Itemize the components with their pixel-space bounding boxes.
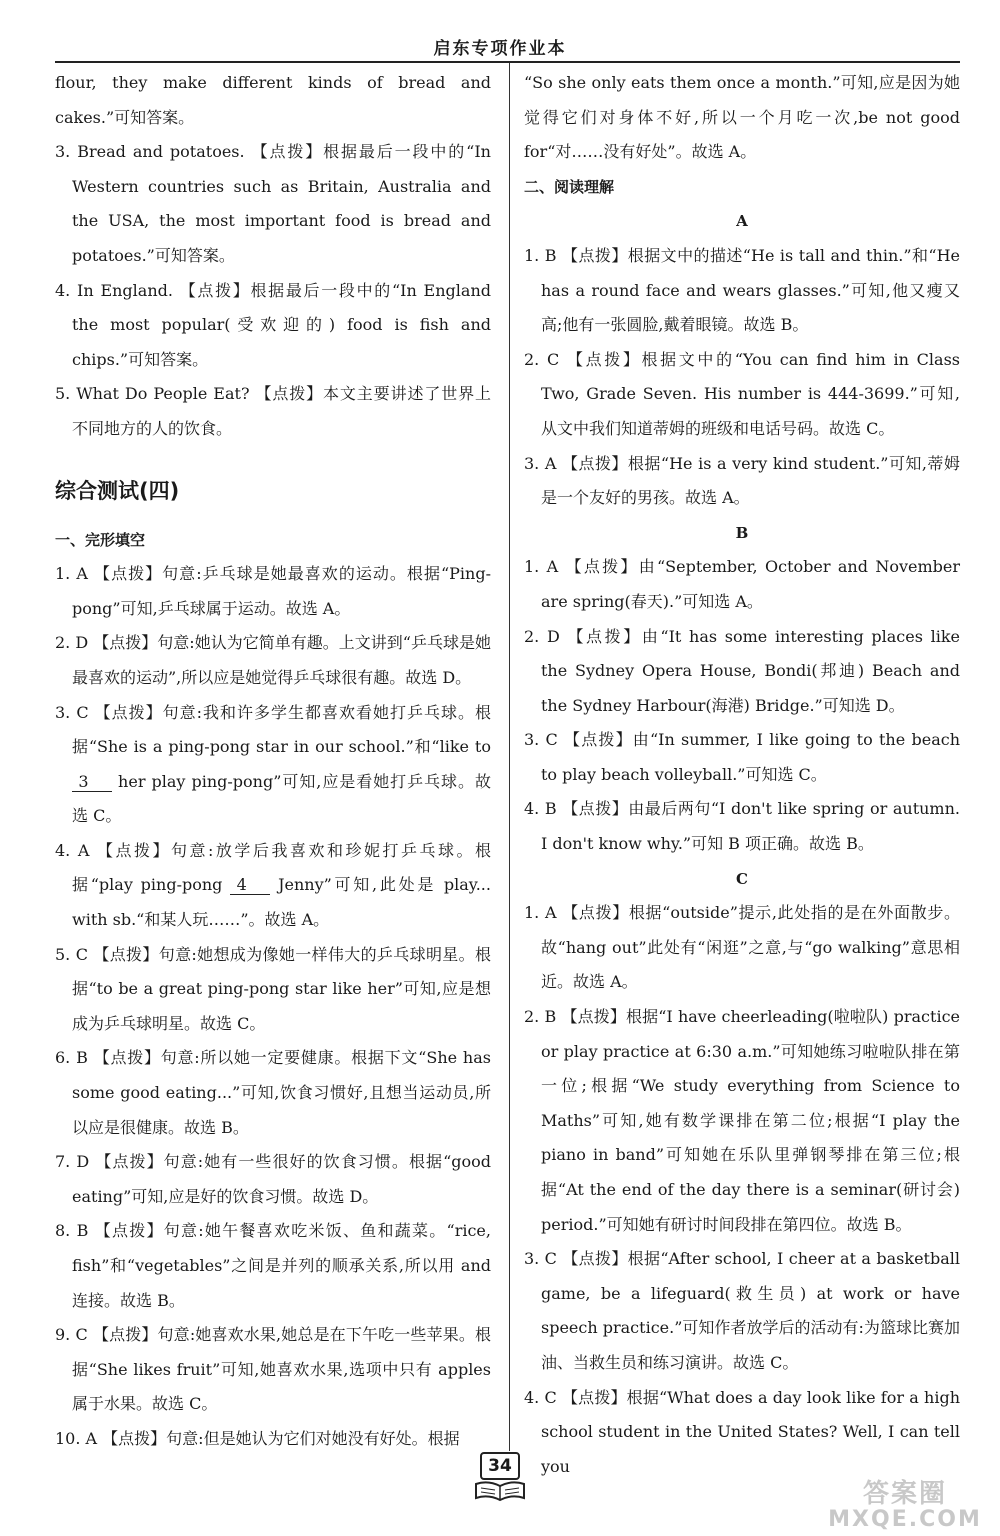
cloze-6: 6. B 【点拨】句意:所以她一定要健康。根据下文“She has some good eating...”可知,饮食习惯好,且想当运动员,所以应是很健康。故选 B。 bbox=[55, 1048, 491, 1137]
page-header-title: 启东专项作业本 bbox=[433, 39, 567, 59]
cloze-4-blank: 4 bbox=[230, 876, 270, 895]
column-divider bbox=[509, 63, 510, 1451]
reading-c-3: 3. C 【点拨】根据“After school, I cheer at a basketball game, be a lifeguard(救生员) at work or have speech practice.”可知作者放学后的活动有:为篮球比赛加油、当救生员和练习演讲。故选 C。 bbox=[524, 1249, 960, 1372]
answer-3: 3. Bread and potatoes. 【点拨】根据最后一段中的“In Western countries such as Britain, Australia and the USA, the most important food is bread and potatoes.”可知答案。 bbox=[55, 142, 491, 265]
header-rule bbox=[55, 61, 960, 63]
passage-a-label: A bbox=[736, 212, 748, 231]
reading-c-1: 1. A 【点拨】根据“outside”提示,此处指的是在外面散步。故“hang out”此处有“闲逛”之意,与“go walking”意思相近。故选 A。 bbox=[524, 903, 960, 992]
reading-a-2: 2. C 【点拨】根据文中的“You can find him in Class Two, Grade Seven. His number is 444-3699.”可知,从文中我们知道蒂姆的班级和电话号码。故选 C。 bbox=[524, 349, 960, 438]
reading-b-1: 1. A 【点拨】由“September, October and November are spring(春天).”可知选 A。 bbox=[524, 557, 960, 611]
subsection-reading: 二、阅读理解 bbox=[524, 177, 615, 196]
cloze-1: 1. A 【点拨】句意:乒乓球是她最喜欢的运动。根据“Ping-pong”可知,乒乓球属于运动。故选 A。 bbox=[55, 564, 491, 618]
right-column bbox=[524, 66, 960, 1484]
page-number-text: 34 bbox=[480, 1452, 520, 1480]
cloze-4-text: 4. A 【点拨】句意:放学后我喜欢和珍妮打乒乓球。根据“play ping-pong bbox=[55, 840, 491, 895]
cloze-2: 2. D 【点拨】句意:她认为它简单有趣。上文讲到“乒乓球是她最喜欢的运动”,所以应是她觉得乒乓球很有趣。故选 D。 bbox=[55, 633, 491, 687]
reading-a-1: 1. B 【点拨】根据文中的描述“He is tall and thin.”和“He has a round face and wears glasses.”可知,他又瘦又高;他有一张圆脸,戴着眼镜。故选 B。 bbox=[524, 245, 960, 335]
section-title: 综合测试(四) bbox=[55, 478, 180, 503]
answer-5: 5. What Do People Eat? 【点拨】本文主要讲述了世界上不同地方的人的饮食。 bbox=[55, 384, 491, 438]
cloze-7: 7. D 【点拨】句意:她有一些很好的饮食习惯。根据“good eating”可知,应是好的饮食习惯。故选 D。 bbox=[55, 1152, 491, 1206]
watermark-bottom: MXQE.COM bbox=[828, 1507, 982, 1532]
cloze-8: 8. B 【点拨】句意:她午餐喜欢吃米饭、鱼和蔬菜。“rice, fish”和“vegetables”之间是并列的顺承关系,所以用 and 连接。故选 B。 bbox=[55, 1221, 491, 1310]
cloze-3-blank: 3 bbox=[72, 773, 112, 792]
subsection-cloze: 一、完形填空 bbox=[55, 530, 146, 549]
answer-4: 4. In England. 【点拨】根据最后一段中的“In England the most popular(受欢迎的) food is fish and chips.”可知答案。 bbox=[55, 280, 491, 369]
cloze-4 bbox=[55, 834, 491, 938]
watermark-top: 答案圈 bbox=[862, 1479, 947, 1509]
left-column bbox=[55, 66, 491, 1457]
reading-c-4: 4. C 【点拨】根据“What does a day look like for a high school student in the United States? Well, I can tell you bbox=[524, 1387, 960, 1476]
answer-continued: flour, they make different kinds of bread and cakes.”可知答案。 bbox=[55, 73, 491, 127]
reading-a-3: 3. A 【点拨】根据“He is a very kind student.”可知,蒂姆是一个友好的男孩。故选 A。 bbox=[524, 453, 960, 508]
cloze-3-tail: her play ping-pong”可知,应是看她打乒乓球。故选 C。 bbox=[72, 771, 491, 826]
reading-b-3: 3. C 【点拨】由“In summer, I like going to the beach to play beach volleyball.”可知选 C。 bbox=[524, 730, 960, 784]
watermark bbox=[820, 1480, 990, 1536]
passage-c-label: C bbox=[736, 869, 748, 888]
open-book-icon bbox=[472, 1480, 528, 1502]
cloze-5: 5. C 【点拨】句意:她想成为像她一样伟大的乒乓球明星。根据“to be a great ping-pong star like her”可知,应是想成为乒乓球明星。故选 C。 bbox=[55, 944, 491, 1033]
reading-b-4: 4. B 【点拨】由最后两句“I don't like spring or autumn. I don't know why.”可知 B 项正确。故选 B。 bbox=[524, 799, 960, 854]
passage-b-label: B bbox=[735, 523, 749, 542]
reading-b-2: 2. D 【点拨】由“It has some interesting places like the Sydney Opera House, Bondi(邦迪) Beach and the Sydney Harbour(海港) Bridge.”可知选 D。 bbox=[524, 626, 960, 715]
reading-c-2: 2. B 【点拨】根据“I have cheerleading(啦啦队) practice or play practice at 6:30 a.m.”可知她练习啦啦队排在第一位;根据“We study everything from Science to Maths”可知,她有数学课排在第二位;根据“I play the piano in band”可知她在乐队里弹钢琴排在第三位;根据“At the end of the day there is a seminar(研讨会) period.”可知她有研讨时间段排在第四位。故选 B。 bbox=[524, 1007, 960, 1234]
cloze-3-text: 3. C 【点拨】句意:我和许多学生都喜欢看她打乒乓球。根据“She is a ping-pong star in our school.”和“like to bbox=[55, 702, 491, 757]
cloze-4-tail: Jenny”可知,此处是 play... with sb.“和某人玩……”。故选 A。 bbox=[72, 875, 491, 930]
cloze-3 bbox=[55, 696, 491, 834]
page-number bbox=[470, 1452, 530, 1510]
answer-continued-right: “So she only eats them once a month.”可知,应是因为她觉得它们对身体不好,所以一个月吃一次,be not good for“对……没有好处”。故选 A。 bbox=[524, 73, 960, 162]
cloze-9: 9. C 【点拨】句意:她喜欢水果,她总是在下午吃一些苹果。根据“She likes fruit”可知,她喜欢水果,选项中只有 apples 属于水果。故选 C。 bbox=[55, 1325, 491, 1414]
cloze-10: 10. A 【点拨】句意:但是她认为它们对她没有好处。根据 bbox=[55, 1428, 460, 1448]
